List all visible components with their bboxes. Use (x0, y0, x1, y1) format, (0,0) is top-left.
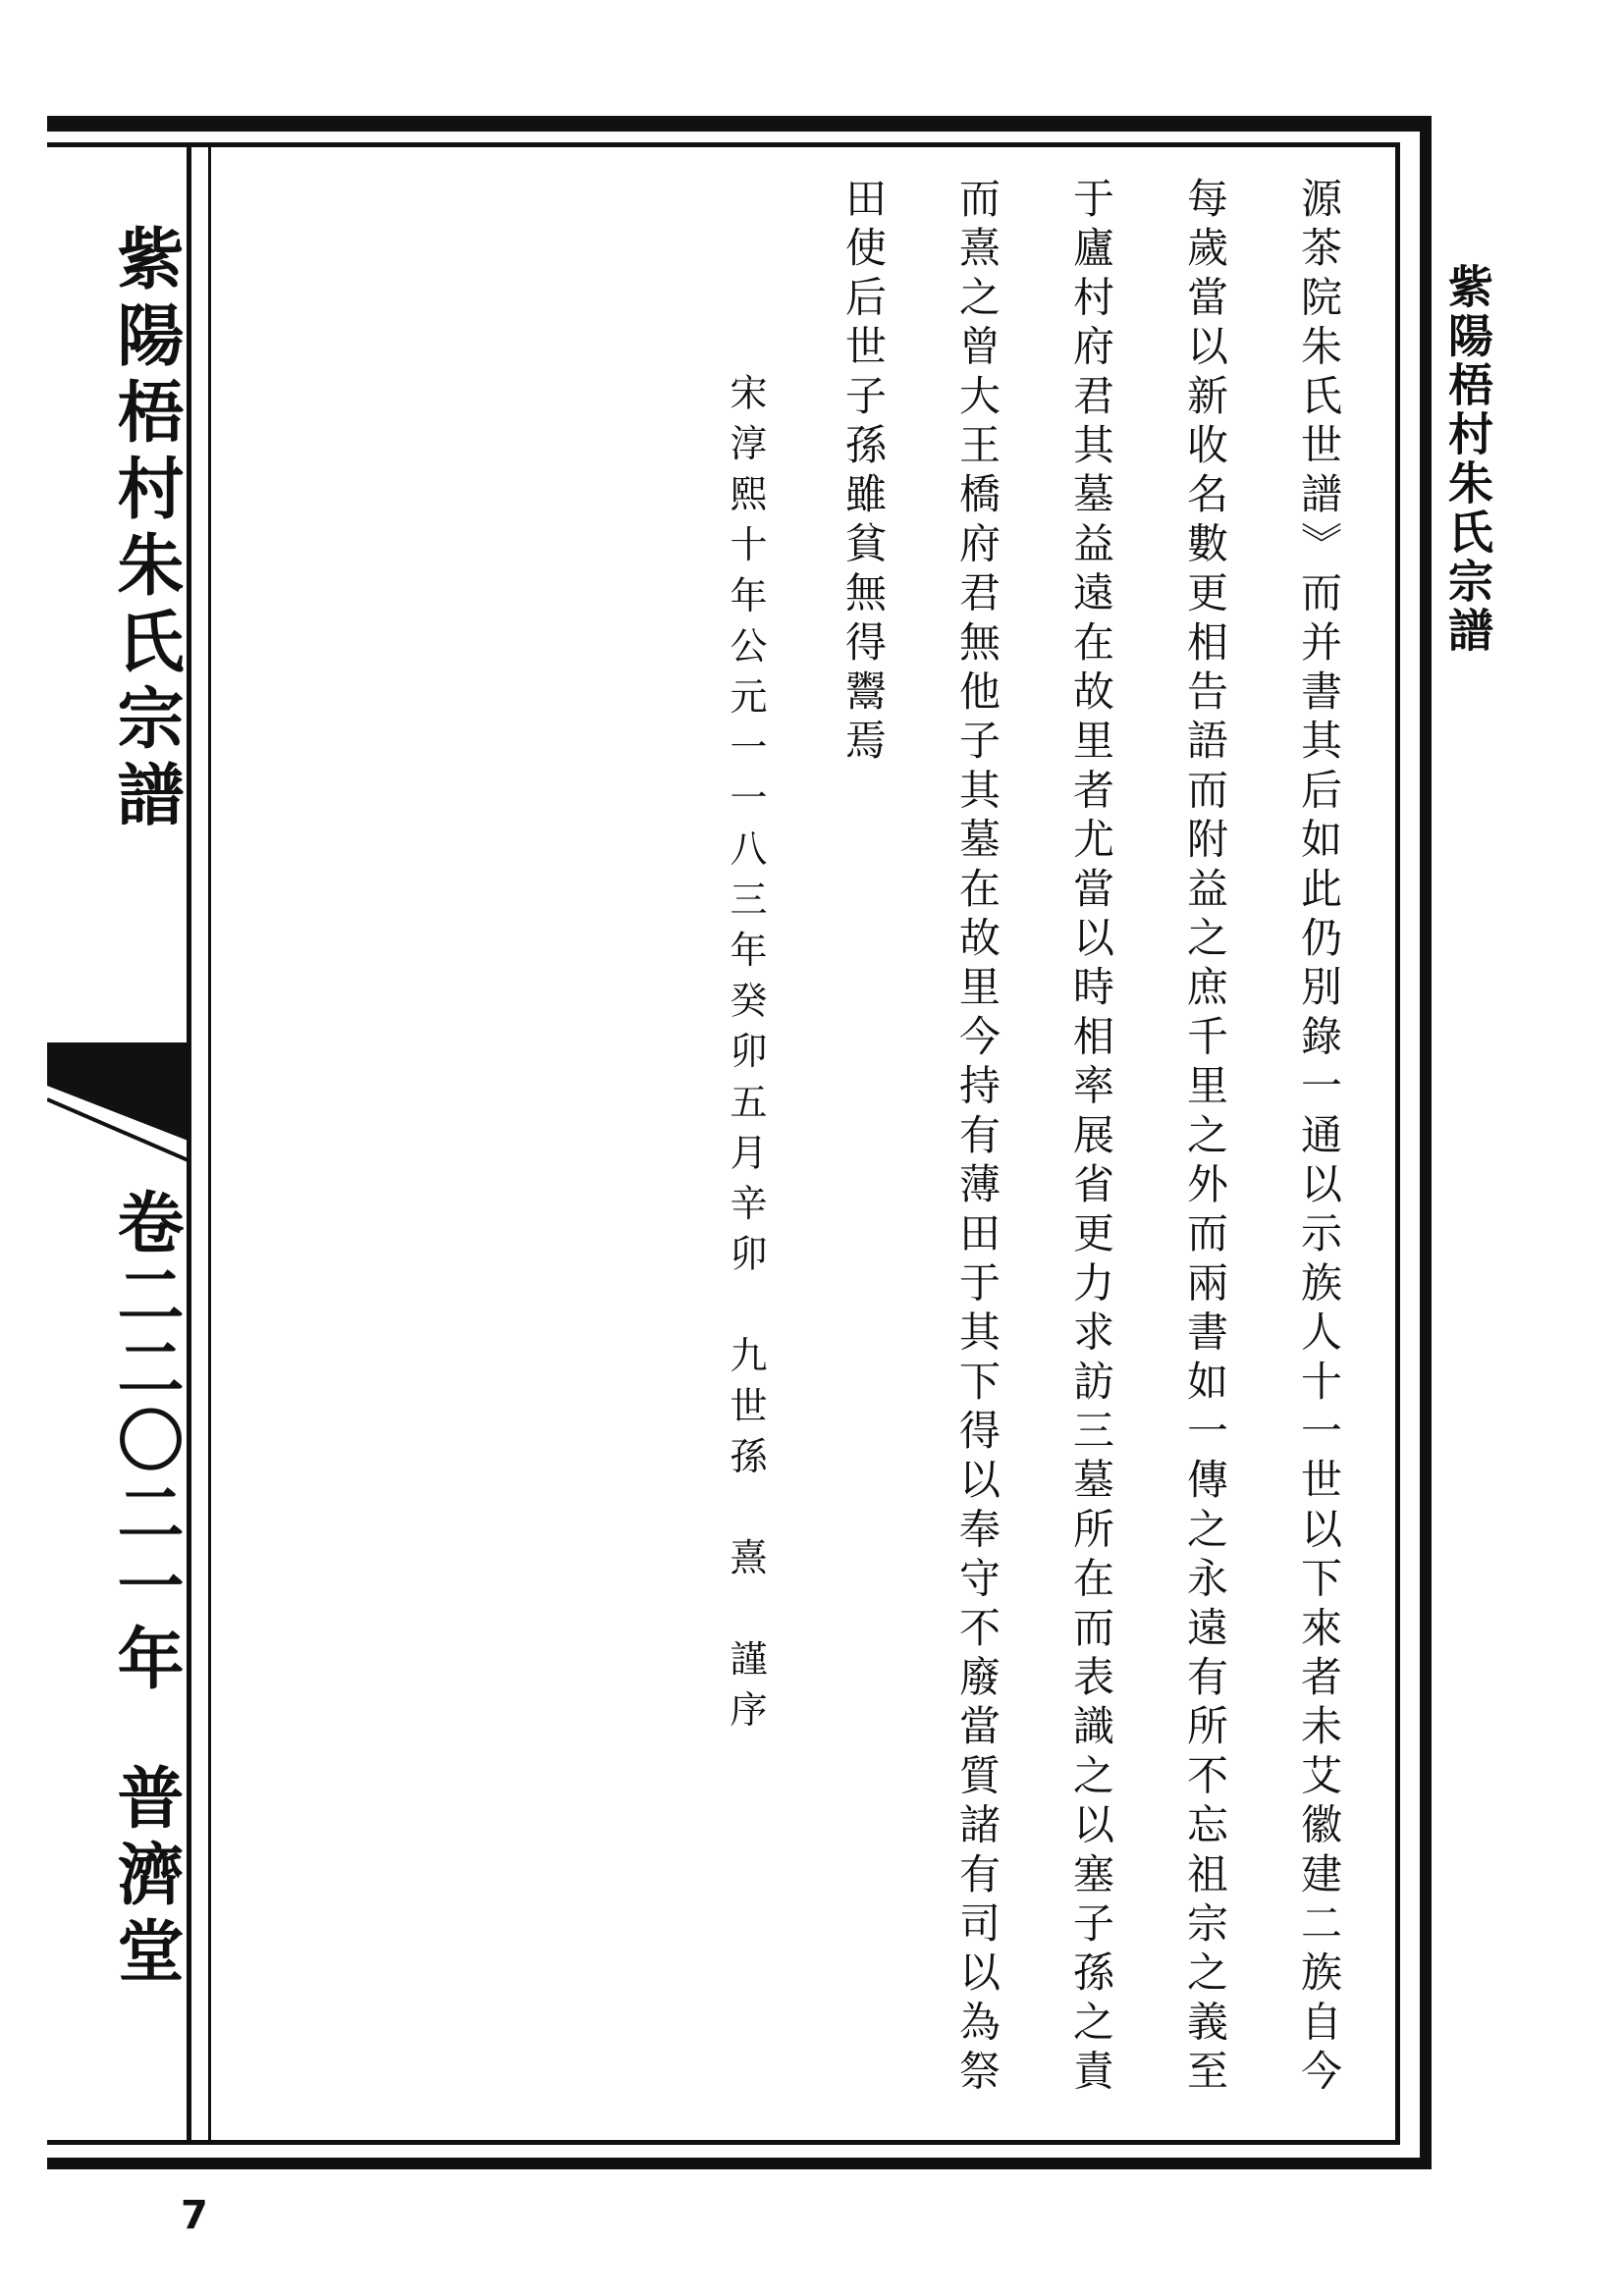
text-column: 源茶院朱氏世譜》而并書其后如此仍別錄一通以示族人十一世以下來者未艾徽建二族自今 (1295, 177, 1343, 2099)
spine-title: 紫陽梧村朱氏宗譜 (106, 224, 185, 836)
spine-divider-thin (208, 142, 211, 2145)
spine-publisher: 普濟堂 (106, 1763, 185, 1993)
text-column: 田使后世子孫雖貧無得鬻焉 (839, 177, 888, 769)
fish-tail-ornament (47, 1048, 190, 1186)
signature-line: 宋淳熙十年公元一一八三年癸卯五月辛卯 九世孫 熹 謹序 (724, 373, 767, 1741)
outer-frame-bottom (47, 2158, 1430, 2169)
outer-frame-right (1420, 116, 1432, 2169)
running-header: 紫陽梧村朱氏宗譜 (1441, 263, 1494, 656)
inner-frame-bottom (47, 2140, 1400, 2145)
text-column: 而熹之曾大王橋府君無他子其墓在故里今持有薄田于其下得以奉守不廢當質諸有司以為祭 (953, 177, 1001, 2099)
outer-frame-top (47, 116, 1430, 132)
text-column: 每歲當以新收名數更相告語而附益之庶千里之外而兩書如一傳之永遠有所不忘祖宗之義至 (1181, 177, 1229, 2099)
page-number: 7 (181, 2193, 208, 2238)
spine-volume: 卷二二〇二一年 (106, 1188, 185, 1696)
inner-frame-top (47, 142, 1400, 147)
text-column: 于廬村府君其墓益遠在故里者尤當以時相率展省更力求訪三墓所在而表識之以塞子孫之責 (1067, 177, 1115, 2099)
inner-frame-right (1395, 142, 1400, 2145)
